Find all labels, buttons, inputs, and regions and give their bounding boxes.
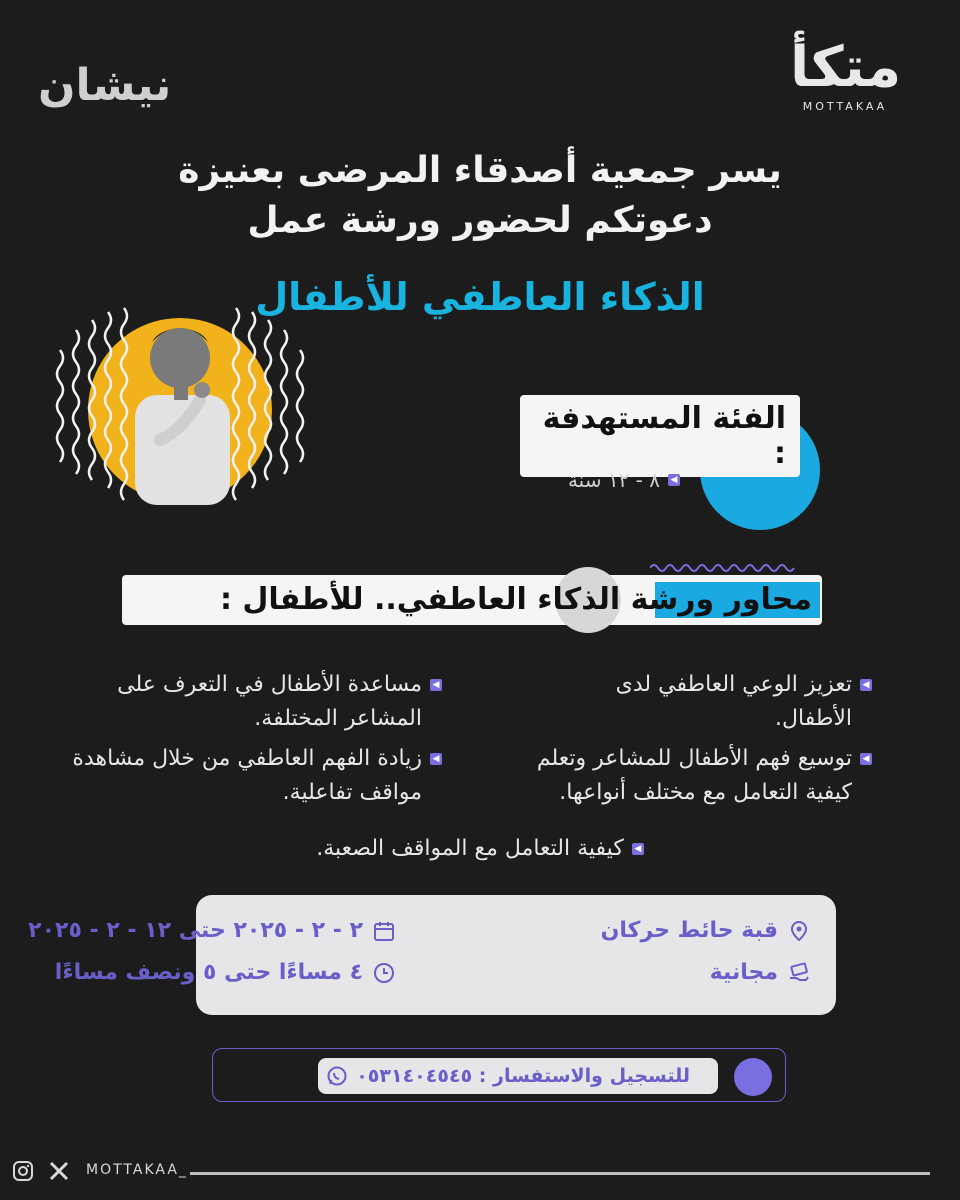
chevron-left-icon: ◀: [860, 753, 872, 765]
location-text: قبة حائط حركان: [600, 918, 778, 943]
logo-word: MOTTAKAA: [802, 100, 888, 113]
chevron-left-icon: ◀: [860, 679, 872, 691]
axes-title: محاور ورشة الذكاء العاطفي.. للأطفال :: [219, 582, 812, 617]
point-text: توسيع فهم الأطفال للمشاعر وتعلم كيفية التعامل مع مختلف أنواعها.: [536, 746, 852, 805]
nishan-brand-text: نيشان: [38, 60, 172, 111]
chevron-left-icon: ◀: [430, 753, 442, 765]
point-text: تعزيز الوعي العاطفي لدى الأطفال.: [615, 672, 852, 731]
footer-handle: MOTTAKAA_: [86, 1162, 188, 1178]
point-item: [82, 668, 442, 736]
calendar-icon: [373, 920, 395, 942]
footer-divider: [190, 1172, 930, 1175]
target-group-label: الفئة المستهدفة :: [520, 395, 800, 477]
age-range-text: ٨ - ١٢ سنة: [567, 468, 660, 492]
location-pin-icon: [788, 920, 810, 942]
location-row: [601, 918, 810, 943]
chevron-left-icon: ◀: [430, 679, 442, 691]
time-row: [55, 960, 395, 985]
logo-mark: متكأ: [790, 35, 902, 100]
whatsapp-icon: [326, 1065, 348, 1087]
time-text: ٤ مساءًا حتى ٥ ونصف مساءًا: [54, 960, 363, 985]
point-text: مساعدة الأطفال في التعرف على المشاعر المختلفة.: [117, 672, 422, 731]
chevron-left-icon: ◀: [668, 474, 680, 486]
invitation-line-1: يسر جمعية أصدقاء المرضى بعنيزة: [178, 150, 782, 191]
money-hand-icon: [788, 962, 810, 984]
instagram-icon[interactable]: [12, 1160, 34, 1182]
point-text: كيفية التعامل مع المواقف الصعبة.: [316, 836, 624, 861]
point-text: زيادة الفهم العاطفي من خلال مشاهدة مواقف تفاعلية.: [72, 746, 422, 805]
point-item: [532, 668, 872, 736]
register-text: للتسجيل والاستفسار : ٠٥٣١٤٠٤٥٤٥: [356, 1065, 690, 1087]
social-icons: [12, 1160, 70, 1182]
invitation-line-2: دعوتكم لحضور ورشة عمل: [247, 200, 713, 241]
register-contact[interactable]: [318, 1058, 704, 1094]
workshop-title: الذكاء العاطفي للأطفال: [255, 275, 705, 319]
x-twitter-icon[interactable]: [48, 1160, 70, 1182]
price-text: مجانية: [709, 960, 778, 985]
price-row: [710, 960, 810, 985]
squiggle-decoration: [650, 562, 800, 574]
clock-icon: [373, 962, 395, 984]
point-item: [0, 832, 960, 866]
purple-dot: [734, 1058, 772, 1096]
event-info-card: [196, 895, 836, 1015]
chevron-left-icon: ◀: [632, 843, 644, 855]
date-row: [28, 918, 395, 943]
point-item: [532, 742, 872, 810]
mottakaa-logo: [790, 35, 902, 113]
point-item: [62, 742, 442, 810]
age-range-row: [568, 468, 680, 492]
child-thinking-illustration: [40, 300, 320, 520]
date-text: ٢ - ٢ - ٢٠٢٥ حتى ١٢ - ٢ - ٢٠٢٥: [28, 918, 363, 943]
